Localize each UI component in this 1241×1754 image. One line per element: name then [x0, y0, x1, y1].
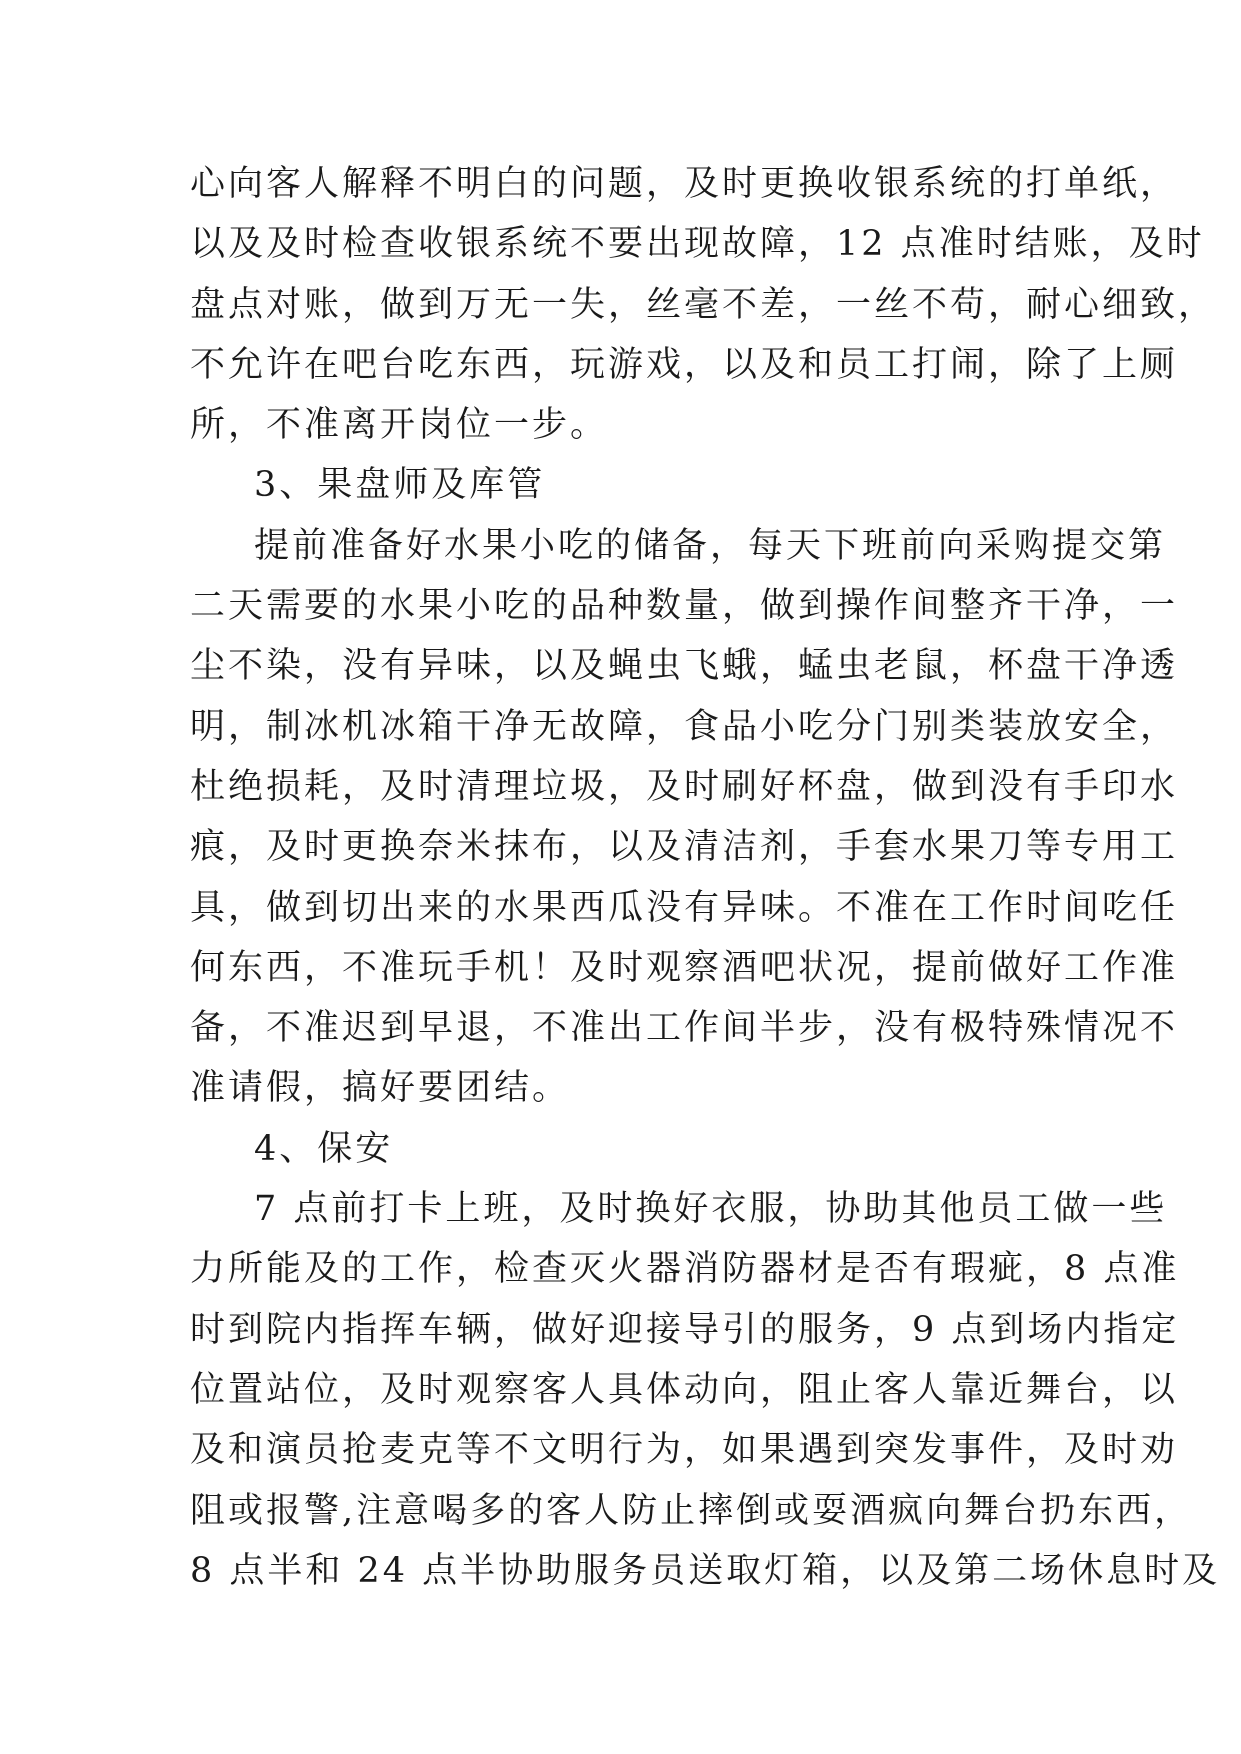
text-line: 明，制冰机冰箱干净无故障，食品小吃分门别类装放安全，: [190, 706, 1179, 747]
document-body: [190, 154, 1221, 1601]
text-line: 心向客人解释不明白的问题，及时更换收银系统的打单纸，: [190, 164, 1179, 204]
section-heading-4: 4、保安: [254, 1128, 394, 1169]
text-line: 及和演员抢麦克等不文明行为，如果遇到突发事件，及时劝: [190, 1430, 1179, 1471]
text-line: 痕，及时更换奈米抹布，以及清洁剂，手套水果刀等专用工: [190, 827, 1179, 868]
section-heading-3: 3、果盘师及库管: [254, 465, 546, 506]
text-line: 8 点半和 24 点半协助服务员送取灯箱，以及第二场休息时及: [190, 1550, 1221, 1591]
text-line: 时到院内指挥车辆，做好迎接导引的服务，9 点到场内指定: [190, 1309, 1180, 1350]
paragraph-first-line: 7 点前打卡上班，及时换好衣服，协助其他员工做一些: [254, 1189, 1168, 1230]
text-line: 备，不准迟到早退，不准出工作间半步，没有极特殊情况不: [190, 1008, 1179, 1049]
paragraph-first-line: 提前准备好水果小吃的储备，每天下班前向采购提交第: [254, 525, 1167, 566]
text-line: 所，不准离开岗位一步。: [190, 405, 609, 446]
text-line: 何东西，不准玩手机！及时观察酒吧状况，提前做好工作准: [190, 947, 1179, 988]
text-line: 尘不染，没有异味，以及蝇虫飞蛾，蜢虫老鼠，杯盘干净透: [190, 646, 1179, 687]
text-line: 具，做到切出来的水果西瓜没有异味。不准在工作时间吃任: [190, 887, 1179, 928]
text-line: 以及及时检查收银系统不要出现故障，12 点准时结账，及时: [190, 224, 1205, 265]
text-line: 二天需要的水果小吃的品种数量，做到操作间整齐干净，一: [190, 586, 1179, 627]
text-line: 盘点对账，做到万无一失，丝毫不差，一丝不苟，耐心细致，: [190, 284, 1217, 325]
text-line: 不允许在吧台吃东西，玩游戏，以及和员工打闹，除了上厕: [190, 344, 1179, 385]
text-line: 杜绝损耗，及时清理垃圾，及时刷好杯盘，做到没有手印水: [190, 766, 1179, 807]
text-line: 准请假，搞好要团结。: [190, 1068, 571, 1109]
text-line: 位置站位，及时观察客人具体动向，阻止客人靠近舞台，以: [190, 1369, 1179, 1410]
text-line: 力所能及的工作，检查灭火器消防器材是否有瑕疵，8 点准: [190, 1249, 1180, 1290]
text-line: 阻或报警,注意喝多的客人防止摔倒或耍酒疯向舞台扔东西，: [190, 1490, 1193, 1531]
